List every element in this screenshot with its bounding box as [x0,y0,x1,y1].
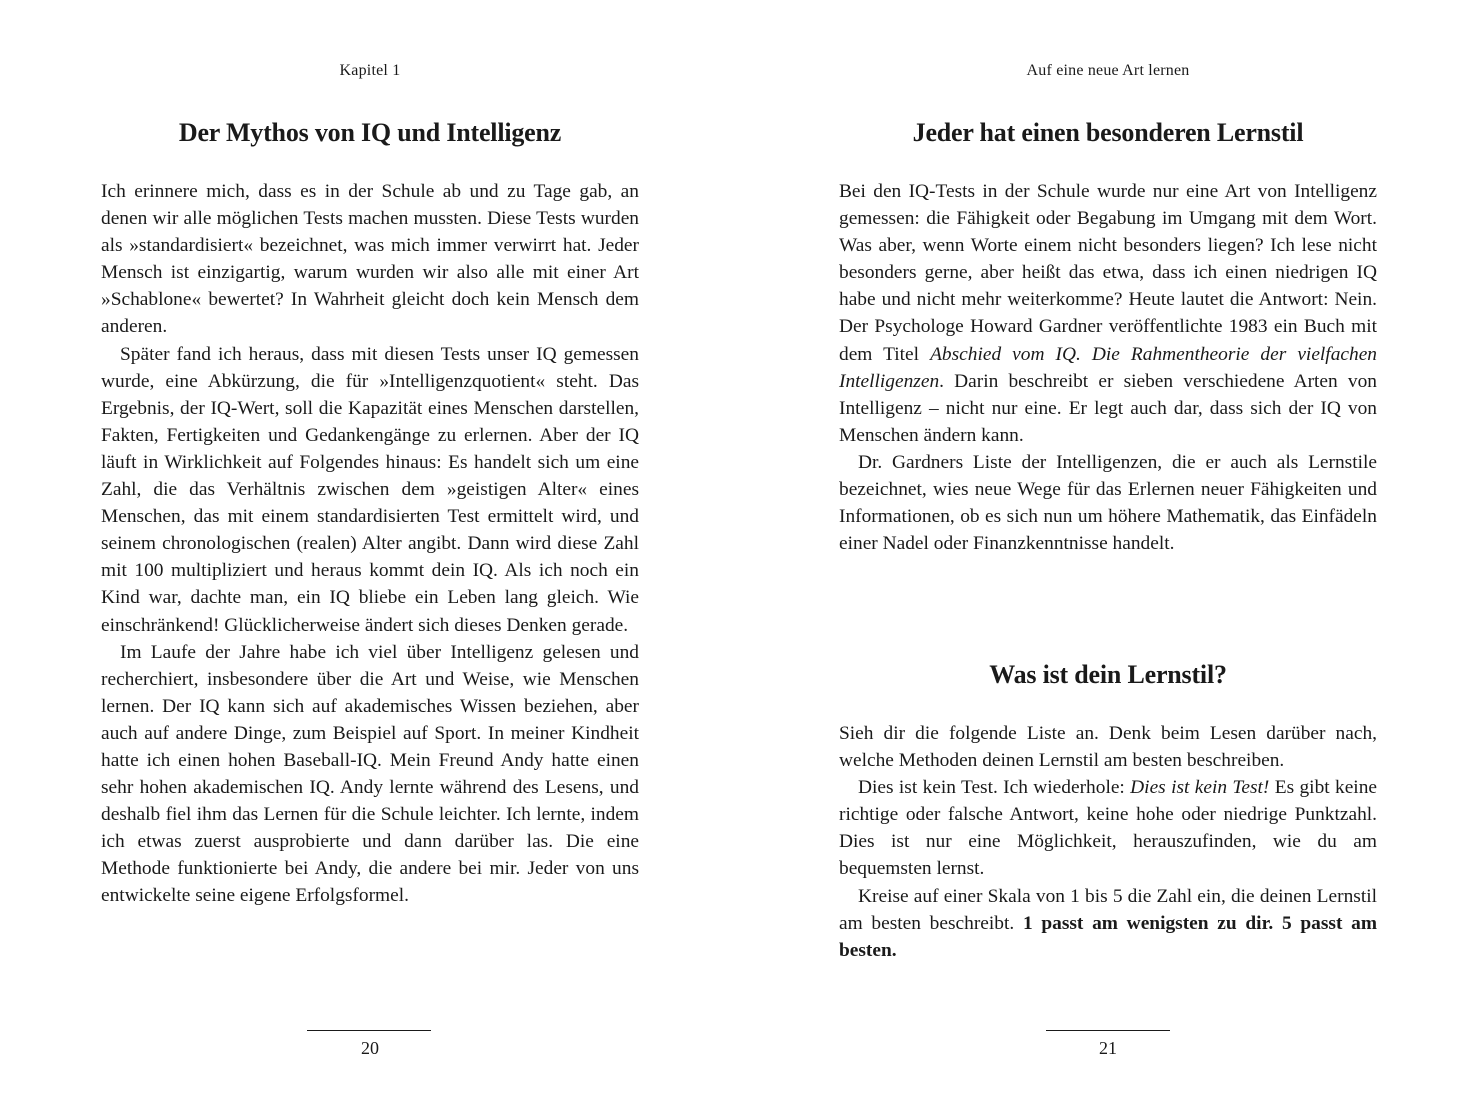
folio-rule-left [307,1030,431,1031]
text-run: Kreise auf einer Skala von 1 bis 5 die Zahl ein, die deinen Lernstil am besten beschreibt. [839,885,1377,934]
paragraph: Sieh dir die folgende Liste an. Denk beim Lesen darüber nach, welche Methoden deinen Lernstil am besten beschreiben. [839,723,1377,772]
bold-text: 1 passt am wenigsten zu dir. 5 passt am besten. [839,912,1377,961]
running-head-left: Kapitel 1 [339,62,401,79]
paragraph: Später fand ich heraus, dass mit diesen Tests unser IQ gemessen wurde, eine Abkürzung, die für »Intelligenzquotient« steht. Das Ergebnis, der IQ-Wert, soll die Kapazität eines Menschen darstellen, Fakten, Fertigkeiten und Gedankengänge zu erlernen. Aber der IQ läuft in Wirklichkeit auf Folgendes hinaus: Es handelt sich um eine Zahl, die das Verhältnis zwischen dem »geistigen Alter« eines Menschen, das mit einem standardisierten Test ermittelt wird, und seinem chronologischen (realen) Alter angibt. Dann wird diese Zahl mit 100 multipliziert und heraus kommt dein IQ. Als ich noch ein Kind war, dachte man, ein IQ bliebe ein Leben lang gleich. Wie einschränkend! Glücklicherweise ändert sich dieses Denken gerade. [101,343,639,636]
paragraph [839,774,1377,882]
paragraph: Dr. Gardners Liste der Intelligenzen, die er auch als Lernstile bezeichnet, wies neue Wege für das Erlernen neuer Fähigkeiten und Informationen, ob es sich nun um höhere Mathematik, das Einfädeln einer Nadel oder Finanzkenntnisse handelt. [839,451,1377,555]
body-text-left [101,178,639,910]
page-number-right: 21 [1099,1038,1117,1058]
running-head-right: Auf eine neue Art lernen [1026,62,1190,79]
body-text-right-section-2 [839,720,1377,964]
book-title: Abschied vom IQ. Die Rahmentheorie der vielfachen Intelligenzen [839,343,1377,392]
paragraph [839,178,1377,449]
paragraph: Ich erinnere mich, dass es in der Schule ab und zu Tage gab, an denen wir alle möglichen Tests machen mussten. Diese Tests wurden als »standardisiert« bezeichnet, was mich immer verwirrt hat. Jeder Mensch ist einzigartig, warum wurden wir also alle mit einer Art »Schablone« bewertet? In Wahrheit gleicht doch kein Mensch dem anderen. [101,181,639,338]
text-run: Es gibt keine richtige oder falsche Antwort, keine hohe oder niedrige Punktzahl. Dies ist nur eine Möglichkeit, herauszufinden, wie du am bequemsten lernst. [839,777,1377,880]
paragraph [839,883,1377,964]
paragraph: Im Laufe der Jahre habe ich viel über Intelligenz gelesen und recherchiert, insbesondere über die Art und Weise, wie Menschen lernen. Der IQ kann sich auf akademisches Wissen beziehen, aber auch auf andere Dinge, zum Beispiel auf Sport. In meiner Kindheit hatte ich einen hohen Baseball-IQ. Mein Freund Andy hatte einen sehr hohen akademischen IQ. Andy lernte während des Lesens, und deshalb fiel ihm das Lernen für die Schule leichter. Ich lernte, indem ich etwas zuerst ausprobierte und dann darüber las. Die eine Methode funktionierte bei Andy, die andere bei mir. Jeder von uns entwickelte seine eigene Erfolgsformel. [101,641,639,907]
section-heading-iq-myth: Der Mythos von IQ und Intelligenz [178,118,562,147]
body-text-right-section-1 [839,178,1377,557]
emphasis-text: Dies ist kein Test! [1130,777,1270,799]
text-run: Bei den IQ-Tests in der Schule wurde nur eine Art von Intelligenz gemessen: die Fähigkeit oder Begabung im Umgang mit dem Wort. Was aber, wenn Worte einem nicht besonders liegen? Ich lese nicht besonders gerne, aber heißt das etwa, dass ich einen niedrigen IQ habe und nicht mehr weiterkomme? Heute lautet die Antwort: Nein. Der Psychologe Howard Gardner veröffentlichte 1983 ein Buch mit dem Titel [839,181,1377,365]
right-page [839,0,1377,1104]
text-run: Dies ist kein Test. Ich wiederhole: [858,777,1131,799]
folio-rule-right [1046,1030,1170,1031]
section-heading-what-is-your-style: Was ist dein Lernstil? [989,660,1227,689]
section-heading-learning-style: Jeder hat einen besonderen Lernstil [912,118,1304,147]
left-page [101,0,639,1104]
text-run: . Darin beschreibt er sieben verschiedene Arten von Intelligenz – nicht nur eine. Er legt auch dar, dass sich der IQ von Menschen ändern kann. [839,370,1377,446]
page-number-left: 20 [361,1038,379,1058]
